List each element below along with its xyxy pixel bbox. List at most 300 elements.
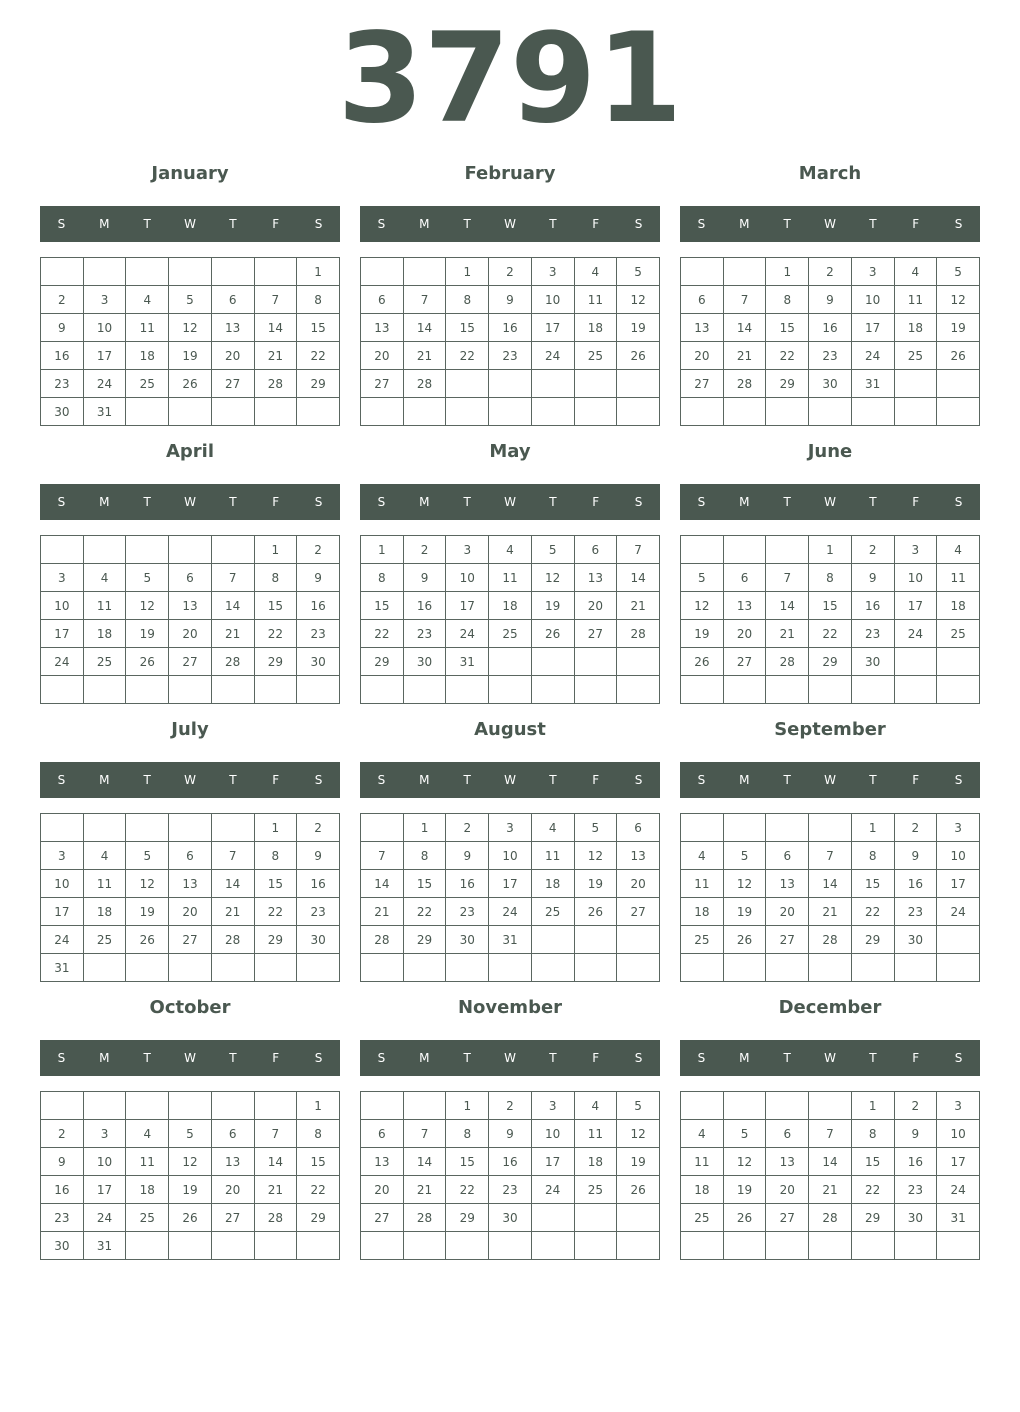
weekday-label: M [419,495,430,509]
day-cell: 26 [531,620,574,648]
day-cell: 14 [211,592,254,620]
day-cell: 6 [617,814,660,842]
day-cell: 4 [531,814,574,842]
day-grid [40,535,340,704]
empty-day-cell [531,676,574,704]
day-cell: 5 [169,1120,212,1148]
day-cell: 28 [254,370,297,398]
day-cell: 2 [809,258,852,286]
week-row [41,814,340,842]
week-row [681,398,980,426]
day-cell: 12 [617,286,660,314]
empty-day-cell [681,1092,724,1120]
empty-day-cell [681,814,724,842]
day-cell: 18 [489,592,532,620]
empty-day-cell [809,954,852,982]
day-cell: 22 [851,1176,894,1204]
day-cell: 16 [894,870,937,898]
day-cell: 20 [211,342,254,370]
day-cell: 29 [254,648,297,676]
empty-day-cell [446,676,489,704]
day-cell: 10 [937,842,980,870]
week-row [361,370,660,398]
day-cell: 11 [937,564,980,592]
weekday-label: S [954,495,963,509]
empty-day-cell [446,398,489,426]
weekday-label: W [824,1051,836,1065]
month-name: September [774,719,886,740]
day-grid [680,257,980,426]
day-cell: 29 [297,370,340,398]
empty-day-cell [403,398,446,426]
week-row [41,898,340,926]
empty-day-cell [211,1092,254,1120]
empty-day-cell [617,648,660,676]
day-cell: 18 [126,1176,169,1204]
weekday-label: T [463,773,471,787]
day-cell: 18 [894,314,937,342]
day-cell: 18 [574,1148,617,1176]
day-cell: 11 [126,314,169,342]
day-cell: 31 [41,954,84,982]
day-cell: 20 [169,898,212,926]
weekday-label: T [869,1051,877,1065]
month-name: July [171,719,209,740]
day-cell: 17 [41,898,84,926]
weekday-label: S [314,495,323,509]
day-cell: 19 [723,898,766,926]
day-cell: 25 [126,1204,169,1232]
day-cell: 27 [211,1204,254,1232]
weekday-label: F [272,495,280,509]
month-name: June [807,441,853,462]
day-cell: 5 [169,286,212,314]
week-row [681,1232,980,1260]
day-cell: 22 [254,898,297,926]
day-cell: 2 [297,814,340,842]
empty-day-cell [809,814,852,842]
day-cell: 1 [297,258,340,286]
week-row [681,342,980,370]
day-cell: 26 [723,926,766,954]
day-cell: 19 [617,314,660,342]
day-grid [360,257,660,426]
day-cell: 29 [809,648,852,676]
week-row [41,870,340,898]
week-row [361,342,660,370]
day-cell: 22 [446,342,489,370]
week-row [41,536,340,564]
day-grid [40,1091,340,1260]
day-cell: 5 [126,564,169,592]
day-cell: 26 [617,1176,660,1204]
empty-day-cell [83,676,126,704]
empty-day-cell [126,676,169,704]
day-cell: 12 [126,592,169,620]
day-cell: 1 [766,258,809,286]
day-cell: 31 [83,1232,126,1260]
weekday-label: M [419,773,430,787]
day-cell: 21 [254,342,297,370]
day-cell: 9 [809,286,852,314]
empty-day-cell [126,536,169,564]
empty-day-cell [531,1232,574,1260]
day-cell: 16 [489,314,532,342]
week-row [361,648,660,676]
weekday-label: S [377,773,386,787]
empty-day-cell [169,676,212,704]
day-cell: 14 [254,1148,297,1176]
week-row [41,1092,340,1120]
day-cell: 8 [254,842,297,870]
day-cell: 23 [809,342,852,370]
day-cell: 1 [254,814,297,842]
weekday-header [40,484,340,520]
month-name: January [151,163,229,184]
day-cell: 5 [617,1092,660,1120]
day-cell: 26 [126,926,169,954]
day-cell: 6 [574,536,617,564]
day-cell: 27 [766,926,809,954]
empty-day-cell [531,1204,574,1232]
day-cell: 18 [937,592,980,620]
day-cell: 3 [894,536,937,564]
day-cell: 23 [894,1176,937,1204]
day-cell: 1 [361,536,404,564]
day-cell: 18 [681,1176,724,1204]
weekday-header [360,206,660,242]
day-grid [40,257,340,426]
empty-day-cell [937,926,980,954]
empty-day-cell [937,954,980,982]
day-cell: 15 [446,314,489,342]
weekday-label: W [504,217,516,231]
day-cell: 7 [211,842,254,870]
weekday-label: W [184,773,196,787]
week-row [681,536,980,564]
day-cell: 28 [211,648,254,676]
day-cell: 14 [361,870,404,898]
day-cell: 26 [937,342,980,370]
day-cell: 28 [403,1204,446,1232]
day-cell: 17 [851,314,894,342]
day-cell: 12 [531,564,574,592]
day-cell: 4 [126,286,169,314]
day-cell: 21 [211,898,254,926]
week-row [361,954,660,982]
empty-day-cell [254,676,297,704]
weekday-label: S [954,1051,963,1065]
day-cell: 25 [681,1204,724,1232]
day-cell: 11 [894,286,937,314]
weekday-label: S [57,217,66,231]
day-cell: 24 [41,926,84,954]
day-cell: 21 [361,898,404,926]
day-cell: 28 [809,926,852,954]
empty-day-cell [403,954,446,982]
weekday-label: W [504,1051,516,1065]
day-cell: 2 [851,536,894,564]
day-cell: 22 [766,342,809,370]
day-cell: 17 [894,592,937,620]
day-cell: 7 [766,564,809,592]
day-cell: 19 [169,342,212,370]
empty-day-cell [41,1092,84,1120]
month-name: February [464,163,556,184]
day-cell: 8 [766,286,809,314]
day-cell: 27 [617,898,660,926]
day-cell: 26 [723,1204,766,1232]
week-row [361,1232,660,1260]
empty-day-cell [723,1232,766,1260]
empty-day-cell [723,1092,766,1120]
day-cell: 11 [126,1148,169,1176]
day-cell: 9 [489,286,532,314]
day-cell: 11 [574,286,617,314]
day-cell: 30 [809,370,852,398]
week-row [41,342,340,370]
day-cell: 1 [809,536,852,564]
week-row [681,676,980,704]
day-cell: 6 [169,842,212,870]
day-cell: 10 [446,564,489,592]
empty-day-cell [211,258,254,286]
day-cell: 28 [766,648,809,676]
day-cell: 24 [851,342,894,370]
week-row [681,648,980,676]
day-cell: 24 [489,898,532,926]
empty-day-cell [403,676,446,704]
day-cell: 17 [83,1176,126,1204]
day-cell: 13 [211,314,254,342]
day-cell: 4 [83,564,126,592]
day-cell: 5 [681,564,724,592]
weekday-label: S [57,495,66,509]
empty-day-cell [809,398,852,426]
day-cell: 14 [766,592,809,620]
day-cell: 23 [851,620,894,648]
empty-day-cell [446,370,489,398]
day-cell: 23 [41,370,84,398]
day-cell: 27 [361,1204,404,1232]
day-grid [360,813,660,982]
day-cell: 9 [894,842,937,870]
day-cell: 16 [446,870,489,898]
day-cell: 4 [126,1120,169,1148]
week-row [41,370,340,398]
day-cell: 8 [297,286,340,314]
week-row [41,258,340,286]
month-name: October [149,997,231,1018]
week-row [361,564,660,592]
empty-day-cell [169,536,212,564]
day-cell: 22 [851,898,894,926]
weekday-label: W [184,217,196,231]
day-cell: 20 [361,342,404,370]
week-row [41,842,340,870]
day-cell: 2 [446,814,489,842]
empty-day-cell [723,536,766,564]
day-cell: 7 [723,286,766,314]
day-cell: 14 [403,314,446,342]
day-cell: 13 [766,870,809,898]
weekday-label: T [229,773,237,787]
day-cell: 12 [169,314,212,342]
empty-day-cell [574,370,617,398]
day-cell: 8 [809,564,852,592]
day-cell: 28 [403,370,446,398]
day-cell: 22 [809,620,852,648]
empty-day-cell [723,398,766,426]
empty-day-cell [41,536,84,564]
empty-day-cell [766,536,809,564]
day-cell: 5 [617,258,660,286]
empty-day-cell [681,536,724,564]
empty-day-cell [297,954,340,982]
day-cell: 21 [403,1176,446,1204]
week-row [681,620,980,648]
weekday-label: T [143,1051,151,1065]
day-cell: 16 [297,592,340,620]
weekday-header [40,206,340,242]
day-cell: 12 [169,1148,212,1176]
day-cell: 20 [681,342,724,370]
week-row [681,564,980,592]
empty-day-cell [617,1204,660,1232]
day-cell: 10 [851,286,894,314]
day-cell: 17 [531,1148,574,1176]
day-grid [680,813,980,982]
empty-day-cell [211,814,254,842]
day-cell: 10 [83,314,126,342]
day-cell: 20 [617,870,660,898]
empty-day-cell [574,1232,617,1260]
day-cell: 16 [41,1176,84,1204]
week-row [41,1176,340,1204]
empty-day-cell [489,954,532,982]
empty-day-cell [83,814,126,842]
day-cell: 26 [681,648,724,676]
day-cell: 8 [446,1120,489,1148]
week-row [41,648,340,676]
month-name: April [165,441,215,462]
month-name: May [489,441,531,462]
day-cell: 14 [809,1148,852,1176]
weekday-label: F [912,217,920,231]
day-cell: 24 [531,342,574,370]
week-row [681,286,980,314]
weekday-header [40,762,340,798]
day-cell: 11 [681,1148,724,1176]
day-cell: 5 [531,536,574,564]
empty-day-cell [361,1232,404,1260]
day-cell: 29 [361,648,404,676]
empty-day-cell [766,814,809,842]
week-row [361,842,660,870]
weekday-label: S [954,217,963,231]
month-name: November [457,997,563,1018]
empty-day-cell [531,370,574,398]
empty-day-cell [937,370,980,398]
empty-day-cell [894,398,937,426]
day-cell: 2 [403,536,446,564]
weekday-label: T [783,1051,791,1065]
empty-day-cell [41,676,84,704]
week-row [361,1204,660,1232]
day-cell: 10 [83,1148,126,1176]
day-cell: 25 [531,898,574,926]
weekday-label: F [592,773,600,787]
empty-day-cell [254,258,297,286]
day-cell: 24 [446,620,489,648]
day-cell: 9 [297,842,340,870]
day-cell: 21 [766,620,809,648]
day-cell: 7 [254,1120,297,1148]
week-row [41,1148,340,1176]
day-cell: 22 [361,620,404,648]
day-cell: 23 [403,620,446,648]
day-cell: 22 [446,1176,489,1204]
weekday-label: M [419,1051,430,1065]
day-cell: 3 [83,1120,126,1148]
empty-day-cell [894,954,937,982]
weekday-label: M [99,495,110,509]
day-cell: 26 [169,370,212,398]
day-cell: 13 [169,870,212,898]
day-cell: 18 [83,898,126,926]
month-name: August [474,719,546,740]
weekday-label: T [463,1051,471,1065]
empty-day-cell [126,258,169,286]
empty-day-cell [126,1092,169,1120]
day-cell: 16 [403,592,446,620]
day-cell: 18 [574,314,617,342]
day-cell: 6 [723,564,766,592]
day-cell: 22 [403,898,446,926]
day-cell: 24 [894,620,937,648]
week-row [41,398,340,426]
weekday-label: M [99,217,110,231]
day-cell: 14 [211,870,254,898]
day-cell: 25 [894,342,937,370]
weekday-label: M [739,217,750,231]
empty-day-cell [41,814,84,842]
week-row [681,258,980,286]
empty-day-cell [489,676,532,704]
weekday-label: S [954,773,963,787]
weekday-label: T [229,495,237,509]
day-cell: 20 [574,592,617,620]
day-cell: 26 [169,1204,212,1232]
day-cell: 15 [254,592,297,620]
weekday-label: S [634,1051,643,1065]
day-cell: 31 [83,398,126,426]
day-cell: 16 [894,1148,937,1176]
empty-day-cell [809,1092,852,1120]
empty-day-cell [361,954,404,982]
day-cell: 2 [297,536,340,564]
day-cell: 10 [489,842,532,870]
day-cell: 6 [211,286,254,314]
weekday-label: M [99,773,110,787]
weekday-label: T [869,773,877,787]
weekday-label: T [229,1051,237,1065]
week-row [681,1148,980,1176]
day-cell: 15 [766,314,809,342]
day-cell: 10 [41,870,84,898]
day-cell: 2 [41,286,84,314]
weekday-label: T [463,495,471,509]
